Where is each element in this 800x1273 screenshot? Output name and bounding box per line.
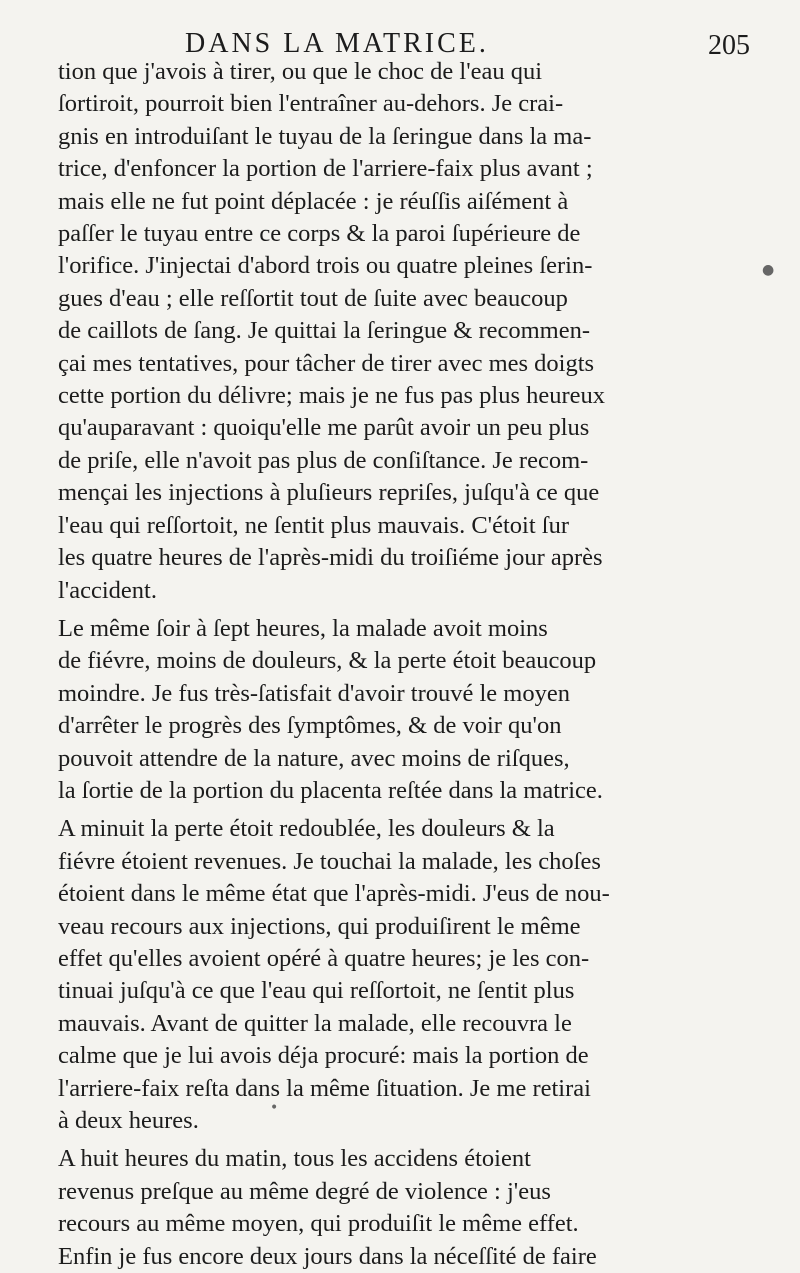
- text-line: étoient dans le même état que l'après-midi. J'eus de nou-: [58, 880, 610, 908]
- text-line: revenus preſque au même degré de violence : j'eus: [58, 1177, 551, 1205]
- text-line: l'orifice. J'injectai d'abord trois ou quatre pleines ſerin-: [58, 252, 593, 280]
- page-number: 205: [708, 30, 750, 61]
- text-line: tion que j'avois à tirer, ou que le choc de l'eau qui: [58, 58, 543, 85]
- text-line: l'arriere-faix reſta dans la même ſituation. Je me retirai: [58, 1074, 591, 1102]
- paragraph-2: [58, 613, 628, 807]
- text-line: mauvais. Avant de quitter la malade, elle recouvra le: [58, 1009, 572, 1037]
- text-line: la ſortie de la portion du placenta reſtée dans la matrice.: [58, 776, 603, 804]
- text-line: les quatre heures de l'après-midi du troiſiéme jour après: [58, 544, 603, 572]
- text-line: gues d'eau ; elle reſſortit tout de ſuite avec beaucoup: [58, 284, 568, 312]
- text-line: A minuit la perte étoit redoublée, les douleurs & la: [58, 815, 555, 843]
- text-line: de priſe, elle n'avoit pas plus de conſiſtance. Je recom-: [58, 446, 589, 474]
- paragraph-3: [58, 813, 628, 1137]
- ink-speck: •: [270, 1100, 279, 1116]
- text-line: tinuai juſqu'à ce que l'eau qui reſſortoit, ne ſentit plus: [58, 977, 575, 1005]
- text-line: trice, d'enfoncer la portion de l'arriere-faix plus avant ;: [58, 155, 593, 183]
- text-line: effet qu'elles avoient opéré à quatre heures; je les con-: [58, 944, 590, 972]
- page-header: [60, 18, 760, 61]
- text-line: Enfin je fus encore deux jours dans la néceſſité de faire: [58, 1242, 597, 1270]
- text-line: A huit heures du matin, tous les accidens étoient: [58, 1145, 531, 1173]
- text-line: paſſer le tuyau entre ce corps & la paroi ſupérieure de: [58, 220, 581, 248]
- ink-speck: ●: [762, 262, 775, 278]
- running-title: DANS LA MATRICE.: [185, 28, 489, 59]
- body-text: [58, 56, 628, 1273]
- text-line: calme que je lui avois déja procuré: mais la portion de: [58, 1042, 589, 1070]
- text-line: d'arrêter le progrès des ſymptômes, & de voir qu'on: [58, 712, 562, 740]
- text-line: Le même ſoir à ſept heures, la malade avoit moins: [58, 614, 548, 642]
- text-line: mençai les injections à pluſieurs repriſes, juſqu'à ce que: [58, 479, 600, 507]
- text-line: l'eau qui reſſortoit, ne ſentit plus mauvais. C'étoit ſur: [58, 511, 569, 539]
- text-line: recours au même moyen, qui produiſit le même effet.: [58, 1210, 579, 1238]
- paragraph-1: [58, 56, 628, 607]
- text-line: qu'auparavant : quoiqu'elle me parût avoir un peu plus: [58, 414, 590, 442]
- text-line: gnis en introduiſant le tuyau de la ſeringue dans la ma-: [58, 122, 592, 150]
- text-line: à deux heures.: [58, 1107, 199, 1134]
- text-line: veau recours aux injections, qui produiſirent le même: [58, 912, 581, 940]
- text-line: çai mes tentatives, pour tâcher de tirer avec mes doigts: [58, 349, 595, 377]
- text-line: cette portion du délivre; mais je ne fus pas plus heureux: [58, 382, 606, 410]
- text-line: fiévre étoient revenues. Je touchai la malade, les choſes: [58, 847, 601, 875]
- text-line: ſortiroit, pourroit bien l'entraîner au-dehors. Je crai-: [58, 90, 564, 118]
- text-line: de fiévre, moins de douleurs, & la perte étoit beaucoup: [58, 647, 597, 675]
- text-line: de caillots de ſang. Je quittai la ſeringue & recommen-: [58, 317, 591, 345]
- text-line: l'accident.: [58, 576, 157, 604]
- paragraph-4: [58, 1143, 628, 1273]
- text-line: pouvoit attendre de la nature, avec moins de riſques,: [58, 744, 570, 772]
- text-line: mais elle ne fut point déplacée : je réuſſis aiſément à: [58, 187, 569, 215]
- text-line: moindre. Je fus très-ſatisfait d'avoir trouvé le moyen: [58, 679, 570, 707]
